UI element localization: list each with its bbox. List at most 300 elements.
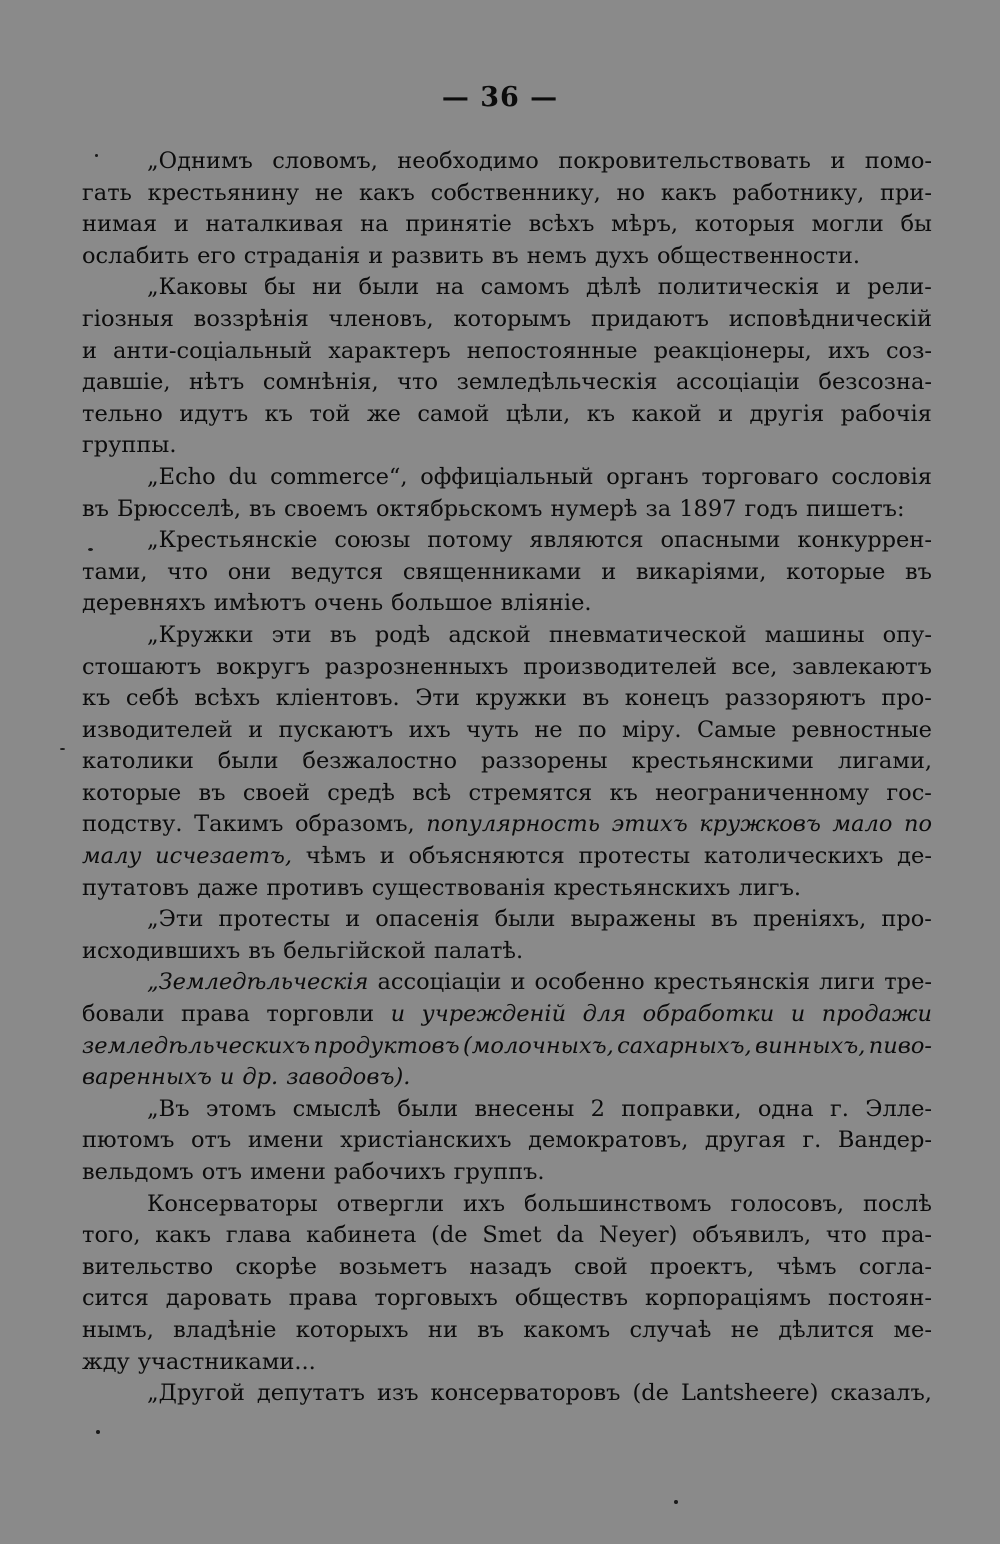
margin-speck	[674, 1500, 678, 1504]
word: въ	[198, 779, 226, 806]
word: ихъ	[827, 337, 870, 364]
word: и	[173, 211, 189, 238]
word: гіозныя	[82, 305, 174, 332]
word: торговли	[266, 1001, 375, 1028]
word: раззоряютъ	[724, 685, 866, 712]
word: въ	[248, 937, 276, 964]
word: и	[830, 148, 846, 174]
text-line	[82, 525, 932, 557]
word: ни	[427, 1316, 458, 1343]
word: самомъ	[480, 274, 570, 301]
word: протесты	[578, 843, 691, 870]
word: чѣмъ	[305, 843, 367, 870]
word: „Однимъ	[147, 148, 253, 174]
word: отъ	[190, 1127, 232, 1154]
word: имѣютъ	[213, 590, 307, 617]
word: были	[217, 748, 279, 775]
word: группъ.	[453, 1159, 545, 1185]
word: отъ	[201, 1159, 243, 1185]
text-line	[82, 967, 932, 999]
word: въ	[905, 558, 932, 585]
word: commerce“,	[270, 463, 408, 490]
word: палатѣ.	[433, 937, 524, 964]
word: годъ	[744, 495, 798, 522]
word: „Эти	[147, 906, 204, 933]
word: „Въ	[147, 1095, 190, 1122]
word: заводовъ).	[286, 1064, 411, 1091]
word: покровительствовать	[558, 148, 811, 174]
text-line	[82, 241, 932, 273]
word: гать	[82, 179, 132, 206]
text-line	[82, 272, 932, 304]
word: объявилъ,	[692, 1222, 812, 1249]
word: какъ	[155, 1222, 212, 1249]
text-line	[82, 367, 932, 399]
text-line	[82, 430, 932, 462]
word: Брюсселѣ,	[116, 495, 242, 522]
word: самой	[417, 400, 490, 427]
word: рели-	[867, 274, 932, 301]
word: винныхъ,	[755, 1032, 866, 1059]
word: г.	[829, 1095, 849, 1122]
word: „Кружки	[147, 621, 254, 648]
word: идутъ	[179, 400, 249, 427]
word: продажи	[821, 1001, 932, 1028]
word: популярность	[426, 811, 601, 838]
word: др.	[242, 1064, 279, 1091]
word: крестьянскихъ	[553, 874, 731, 901]
text-line	[82, 652, 932, 684]
word: къ	[586, 400, 616, 427]
word: гос-	[886, 779, 932, 806]
word: протесты	[218, 906, 331, 933]
word: da	[556, 1222, 585, 1249]
word: „Echo	[147, 463, 216, 490]
word: къ	[264, 400, 293, 427]
word: бы	[900, 211, 932, 238]
word: тельно	[82, 400, 163, 427]
word: смыслѣ	[292, 1095, 382, 1122]
word: изводителей	[82, 716, 233, 743]
word: наталкивая	[205, 211, 344, 238]
word: Самые	[696, 716, 777, 743]
word: особенно	[534, 969, 645, 996]
word: пускаютъ	[278, 716, 394, 743]
word: торговыхъ	[374, 1285, 498, 1312]
word: продуктовъ	[313, 1032, 460, 1059]
text-line	[82, 1062, 932, 1094]
word: за	[645, 495, 672, 522]
word: которыхъ	[295, 1316, 409, 1343]
word: общественности.	[656, 242, 861, 269]
word: которымъ	[453, 305, 572, 332]
text-line	[82, 904, 932, 936]
word: преніяхъ,	[752, 906, 867, 933]
text-line	[82, 588, 932, 620]
word: всѣ	[412, 779, 452, 806]
word: немъ	[526, 242, 587, 269]
word: ослабить	[82, 242, 190, 269]
word: „Крестьянскіе	[147, 527, 318, 554]
word: объясняются	[408, 843, 565, 870]
word: раззорены	[481, 748, 608, 775]
word: и	[835, 274, 851, 301]
word: соз-	[885, 337, 932, 364]
word: тре-	[884, 969, 932, 996]
word: Такимъ	[194, 811, 284, 838]
word: были	[358, 274, 420, 301]
word: „Другой	[147, 1380, 245, 1407]
word: депутатъ	[256, 1380, 365, 1407]
word: вительство	[82, 1253, 214, 1280]
word: въ	[710, 906, 738, 933]
text-line	[82, 1189, 932, 1221]
word: лигами,	[837, 748, 932, 775]
word: крестьянскими	[631, 748, 814, 775]
word: владѣніе	[173, 1316, 277, 1343]
word: вліяніе.	[500, 590, 592, 617]
word: вельдомъ	[82, 1159, 194, 1185]
word: деревняхъ	[82, 590, 206, 617]
word: мѣръ,	[611, 211, 679, 238]
word: права	[180, 1001, 250, 1028]
word: своемъ	[284, 495, 368, 522]
word: что	[167, 558, 209, 585]
word: ревностные	[791, 716, 932, 743]
word: дѣлѣ	[586, 274, 642, 301]
word: (de	[632, 1380, 669, 1407]
text-line	[82, 494, 932, 526]
word: г.	[802, 1127, 822, 1154]
word: въ	[491, 242, 519, 269]
text-line	[82, 209, 932, 241]
margin-speck	[95, 154, 98, 157]
word: ихъ	[463, 1190, 506, 1217]
word: производителей	[523, 653, 717, 680]
word: нѣтъ	[189, 369, 245, 396]
word: „Каковы	[147, 274, 248, 301]
word: духъ	[594, 242, 649, 269]
word: ихъ	[408, 716, 451, 743]
word: ни	[312, 274, 343, 301]
word: голосовъ,	[730, 1190, 844, 1217]
word: воззрѣнія	[193, 305, 309, 332]
word: же	[366, 400, 401, 427]
word: что	[825, 1222, 867, 1249]
word: католическихъ	[703, 843, 884, 870]
word: чѣмъ	[776, 1253, 837, 1280]
text-line	[82, 178, 932, 210]
text-line	[82, 778, 932, 810]
word: и	[718, 400, 734, 427]
word: какъ	[358, 179, 415, 206]
word: исповѣдническій	[728, 305, 932, 332]
word: ме-	[893, 1316, 932, 1343]
word: союзы	[334, 527, 411, 554]
word: священниками	[402, 558, 582, 585]
word: и	[345, 906, 361, 933]
word: потому	[427, 527, 513, 554]
word: подству.	[82, 811, 183, 838]
word: бовали	[82, 1001, 165, 1028]
word: обществъ	[514, 1285, 629, 1312]
word: родѣ	[374, 621, 431, 648]
word: выражены	[570, 906, 696, 933]
word: безжалостно	[302, 748, 458, 775]
word: про-	[881, 906, 932, 933]
word: давшіе,	[82, 369, 171, 396]
word: викаріями,	[635, 558, 767, 585]
word: другія	[749, 400, 825, 427]
word: октябрьскомъ	[375, 495, 543, 522]
word: рабочія	[840, 400, 932, 427]
word: къ	[609, 779, 638, 806]
word: про-	[881, 685, 932, 712]
word: группы.	[82, 432, 177, 459]
word: du	[228, 463, 258, 490]
word: исходившихъ	[82, 937, 241, 964]
word: пра-	[881, 1222, 932, 1249]
word: крестьянину	[147, 179, 300, 206]
word: реакціонеры,	[653, 337, 812, 364]
margin-speck	[60, 748, 65, 750]
word: могли	[811, 211, 884, 238]
text-line	[82, 336, 932, 368]
word: и	[248, 716, 264, 743]
word: на	[435, 274, 465, 301]
text-line	[82, 746, 932, 778]
word: не	[730, 1316, 760, 1343]
word: одна	[757, 1095, 814, 1122]
word: свой	[573, 1253, 628, 1280]
word: учрежденій	[421, 1001, 567, 1028]
word: нумерѣ	[550, 495, 638, 522]
word: и	[379, 843, 395, 870]
word: работнику,	[732, 179, 865, 206]
word: всѣхъ	[528, 211, 595, 238]
word: вокругъ	[216, 653, 311, 680]
word: постоян-	[828, 1285, 932, 1312]
word: пишетъ:	[805, 495, 905, 522]
word: скорѣе	[235, 1253, 317, 1280]
word: торговаго	[701, 463, 819, 490]
word: которые	[82, 779, 182, 806]
word: поправки,	[621, 1095, 742, 1122]
word: своей	[242, 779, 310, 806]
word: противъ	[266, 874, 364, 901]
word: собственнику,	[430, 179, 601, 206]
margin-speck	[96, 1430, 100, 1434]
word: какомъ	[523, 1316, 611, 1343]
word: опасными	[660, 527, 781, 554]
word: демократовъ,	[528, 1127, 689, 1154]
word: конкуррен-	[797, 527, 932, 554]
word: нимая	[82, 211, 158, 238]
text-line	[82, 557, 932, 589]
word: дѣлится	[778, 1316, 875, 1343]
word: ведутся	[290, 558, 384, 585]
word: опу-	[882, 621, 932, 648]
word: имени	[247, 1127, 324, 1154]
text-line	[82, 1094, 932, 1126]
word: этихъ	[611, 811, 688, 838]
word: христіанскихъ	[340, 1127, 512, 1154]
word: на	[360, 211, 389, 238]
word: придаютъ	[590, 305, 709, 332]
word: другая	[704, 1127, 786, 1154]
word: 1897	[679, 495, 737, 522]
word: по	[903, 811, 932, 838]
text-line	[82, 1220, 932, 1252]
word: возьметъ	[339, 1253, 448, 1280]
word: права	[288, 1285, 358, 1312]
word: бы	[264, 274, 296, 301]
text-line	[82, 1125, 932, 1157]
word: обработки	[642, 1001, 775, 1028]
word: (de	[431, 1222, 468, 1249]
word: въ	[582, 685, 610, 712]
word: въ	[477, 1316, 505, 1343]
word: земледѣльческихъ	[82, 1032, 311, 1059]
text-line	[82, 620, 932, 652]
word: которые	[786, 558, 886, 585]
word: въ	[82, 495, 109, 522]
word: сахарныхъ,	[617, 1032, 752, 1059]
word: пневматической	[548, 621, 747, 648]
text-line	[82, 1157, 932, 1189]
text-line	[82, 1378, 932, 1410]
text-line	[82, 936, 932, 968]
word: сится	[82, 1285, 149, 1312]
word: крестьянскія	[653, 969, 811, 996]
word: случаѣ	[629, 1316, 712, 1343]
word: тами,	[82, 558, 148, 585]
word: и	[790, 1001, 806, 1028]
margin-speck	[88, 548, 93, 551]
word: міру.	[622, 716, 682, 743]
word: бельгійской	[283, 937, 426, 964]
word: чуть	[466, 716, 519, 743]
word: „Земледѣльческія	[147, 969, 369, 996]
word: путатовъ	[82, 874, 190, 901]
word: и	[82, 337, 97, 364]
word: корпораціямъ	[645, 1285, 812, 1312]
word: исчезаетъ,	[155, 843, 293, 870]
word: не	[314, 179, 344, 206]
word: конецъ	[624, 685, 710, 712]
word: по	[578, 716, 607, 743]
word: неограниченному	[655, 779, 870, 806]
word: назадъ	[469, 1253, 552, 1280]
word: Вандер-	[837, 1127, 932, 1154]
word: эти	[271, 621, 312, 648]
word: въ	[329, 621, 357, 648]
text-line	[82, 715, 932, 747]
word: проектъ,	[649, 1253, 755, 1280]
word: лиги	[819, 969, 876, 996]
text-line	[82, 146, 932, 178]
word: разрозненныхъ	[324, 653, 509, 680]
word: послѣ	[862, 1190, 932, 1217]
word: всѣхъ	[194, 685, 261, 712]
word: католики	[82, 748, 194, 775]
word: развить	[391, 242, 484, 269]
word: средѣ	[327, 779, 395, 806]
word: все,	[731, 653, 778, 680]
word: страданія	[243, 242, 361, 269]
word: Neyer)	[598, 1222, 678, 1249]
word: цѣли,	[505, 400, 571, 427]
word: Консерваторы	[147, 1190, 318, 1217]
word: кружковъ	[699, 811, 821, 838]
word: варенныхъ	[82, 1064, 212, 1091]
word: кружки	[475, 685, 567, 712]
word: мало	[832, 811, 893, 838]
word: къ	[82, 685, 111, 712]
word: безсозна-	[818, 369, 932, 396]
word: непостоянные	[466, 337, 638, 364]
text-line	[82, 683, 932, 715]
text-line	[82, 1347, 932, 1379]
text-line	[82, 1252, 932, 1284]
word: Lantsheere)	[680, 1380, 819, 1407]
text-line	[82, 399, 932, 431]
page-number: — 36 —	[441, 82, 559, 113]
word: анти-соціальный	[113, 337, 313, 364]
word: принятіе	[405, 211, 512, 238]
word: и	[601, 558, 617, 585]
word: стремятся	[468, 779, 593, 806]
word: опасенія	[375, 906, 480, 933]
word: органъ	[606, 463, 689, 490]
word: машины	[764, 621, 865, 648]
word: 2	[590, 1095, 605, 1122]
word: лигъ.	[738, 874, 802, 901]
word: отвергли	[336, 1190, 445, 1217]
word: но	[616, 179, 646, 206]
text-line	[82, 1315, 932, 1347]
word: кабинета	[306, 1222, 417, 1249]
word: того,	[82, 1222, 141, 1249]
word: рабочихъ	[333, 1159, 446, 1185]
word: участниками...	[137, 1348, 316, 1375]
word: этомъ	[205, 1095, 277, 1122]
word: политическія	[657, 274, 820, 301]
word: де-	[897, 843, 932, 870]
text-line	[82, 1031, 932, 1063]
word: жду	[82, 1348, 130, 1375]
word: большинствомъ	[523, 1190, 712, 1217]
word: даровать	[165, 1285, 272, 1312]
word: ассоціаціи	[676, 369, 800, 396]
word: въ	[249, 495, 277, 522]
word: его	[197, 242, 236, 269]
word: не	[534, 716, 563, 743]
word: малу	[82, 843, 142, 870]
word: пютомъ	[82, 1127, 175, 1154]
word: Smet	[482, 1222, 542, 1249]
word: являются	[529, 527, 644, 554]
word: сомнѣнія,	[262, 369, 379, 396]
word: какой	[631, 400, 702, 427]
word: характеръ	[328, 337, 451, 364]
word: сословія	[831, 463, 932, 490]
word: что	[397, 369, 439, 396]
text-line	[82, 304, 932, 336]
word: очень	[314, 590, 384, 617]
word: сказалъ,	[830, 1380, 932, 1407]
text-line	[82, 999, 932, 1031]
